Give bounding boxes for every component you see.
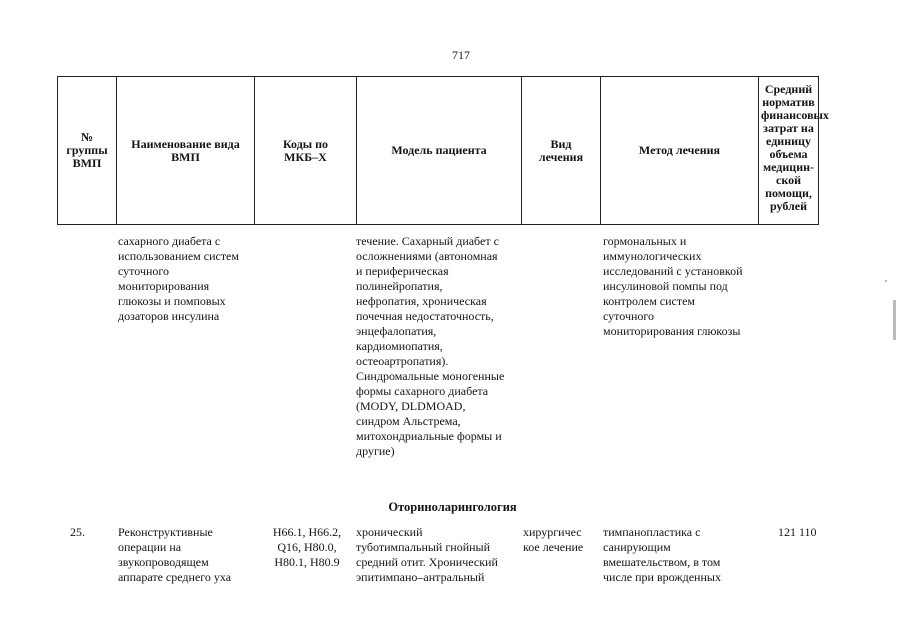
- row-25-group: 25.: [70, 525, 85, 539]
- header-codes: Коды по МКБ–Х: [255, 77, 357, 225]
- scan-dot: [885, 280, 887, 282]
- header-model: Модель пациента: [357, 77, 522, 225]
- scan-mark: [893, 300, 896, 340]
- continued-name: сахарного диабета с использованием систем суточного мониторирования глюкозы и помповых дозаторов инсулина: [118, 234, 239, 323]
- row-25-method: тимпанопластика с санирующим вмешательством, в том числе при врожденных: [603, 525, 721, 584]
- section-title: Оториноларингология: [388, 500, 517, 514]
- row-25-name: Реконструктивные операции на звукопроводящем аппарате среднего уха: [118, 525, 232, 584]
- continued-method: гормональных и иммунологических исследований с установкой инсулиновой помпы под контролем систем суточного мониторирования глюкозы: [603, 234, 743, 338]
- row-25-model: хронический туботимпальный гнойный средний отит. Хронический эпитимпано–антральный: [356, 525, 498, 584]
- row-25-codes: H66.1, H66.2, Q16, H80.0, H80.1, H80.9: [272, 525, 342, 569]
- header-method: Метод лечения: [601, 77, 759, 225]
- table-header: [57, 76, 829, 225]
- header-cost: Средний норматив финансовых затрат на единицу объема медицин- ской помощи, рублей: [759, 77, 819, 225]
- page-number: 717: [452, 48, 470, 62]
- header-group: № группы ВМП: [58, 77, 117, 225]
- header-name: Наименование вида ВМП: [117, 77, 255, 225]
- row-25-cost: 121 110: [778, 525, 817, 539]
- header-type: Вид лечения: [522, 77, 601, 225]
- row-25-type: хирургичес кое лечение: [523, 525, 584, 554]
- continued-model: течение. Сахарный диабет с осложнениями (автономная и периферическая полинейропатия, нефропатия, хроническая почечная недостаточность, энцефалопатия, кардиомиопатия, остеоартропатия). Синдромальные моногенные формы сахарного диабета (MODY, DLDMOAD, синдром Альстрема, митохондриальные формы и другие): [356, 234, 505, 458]
